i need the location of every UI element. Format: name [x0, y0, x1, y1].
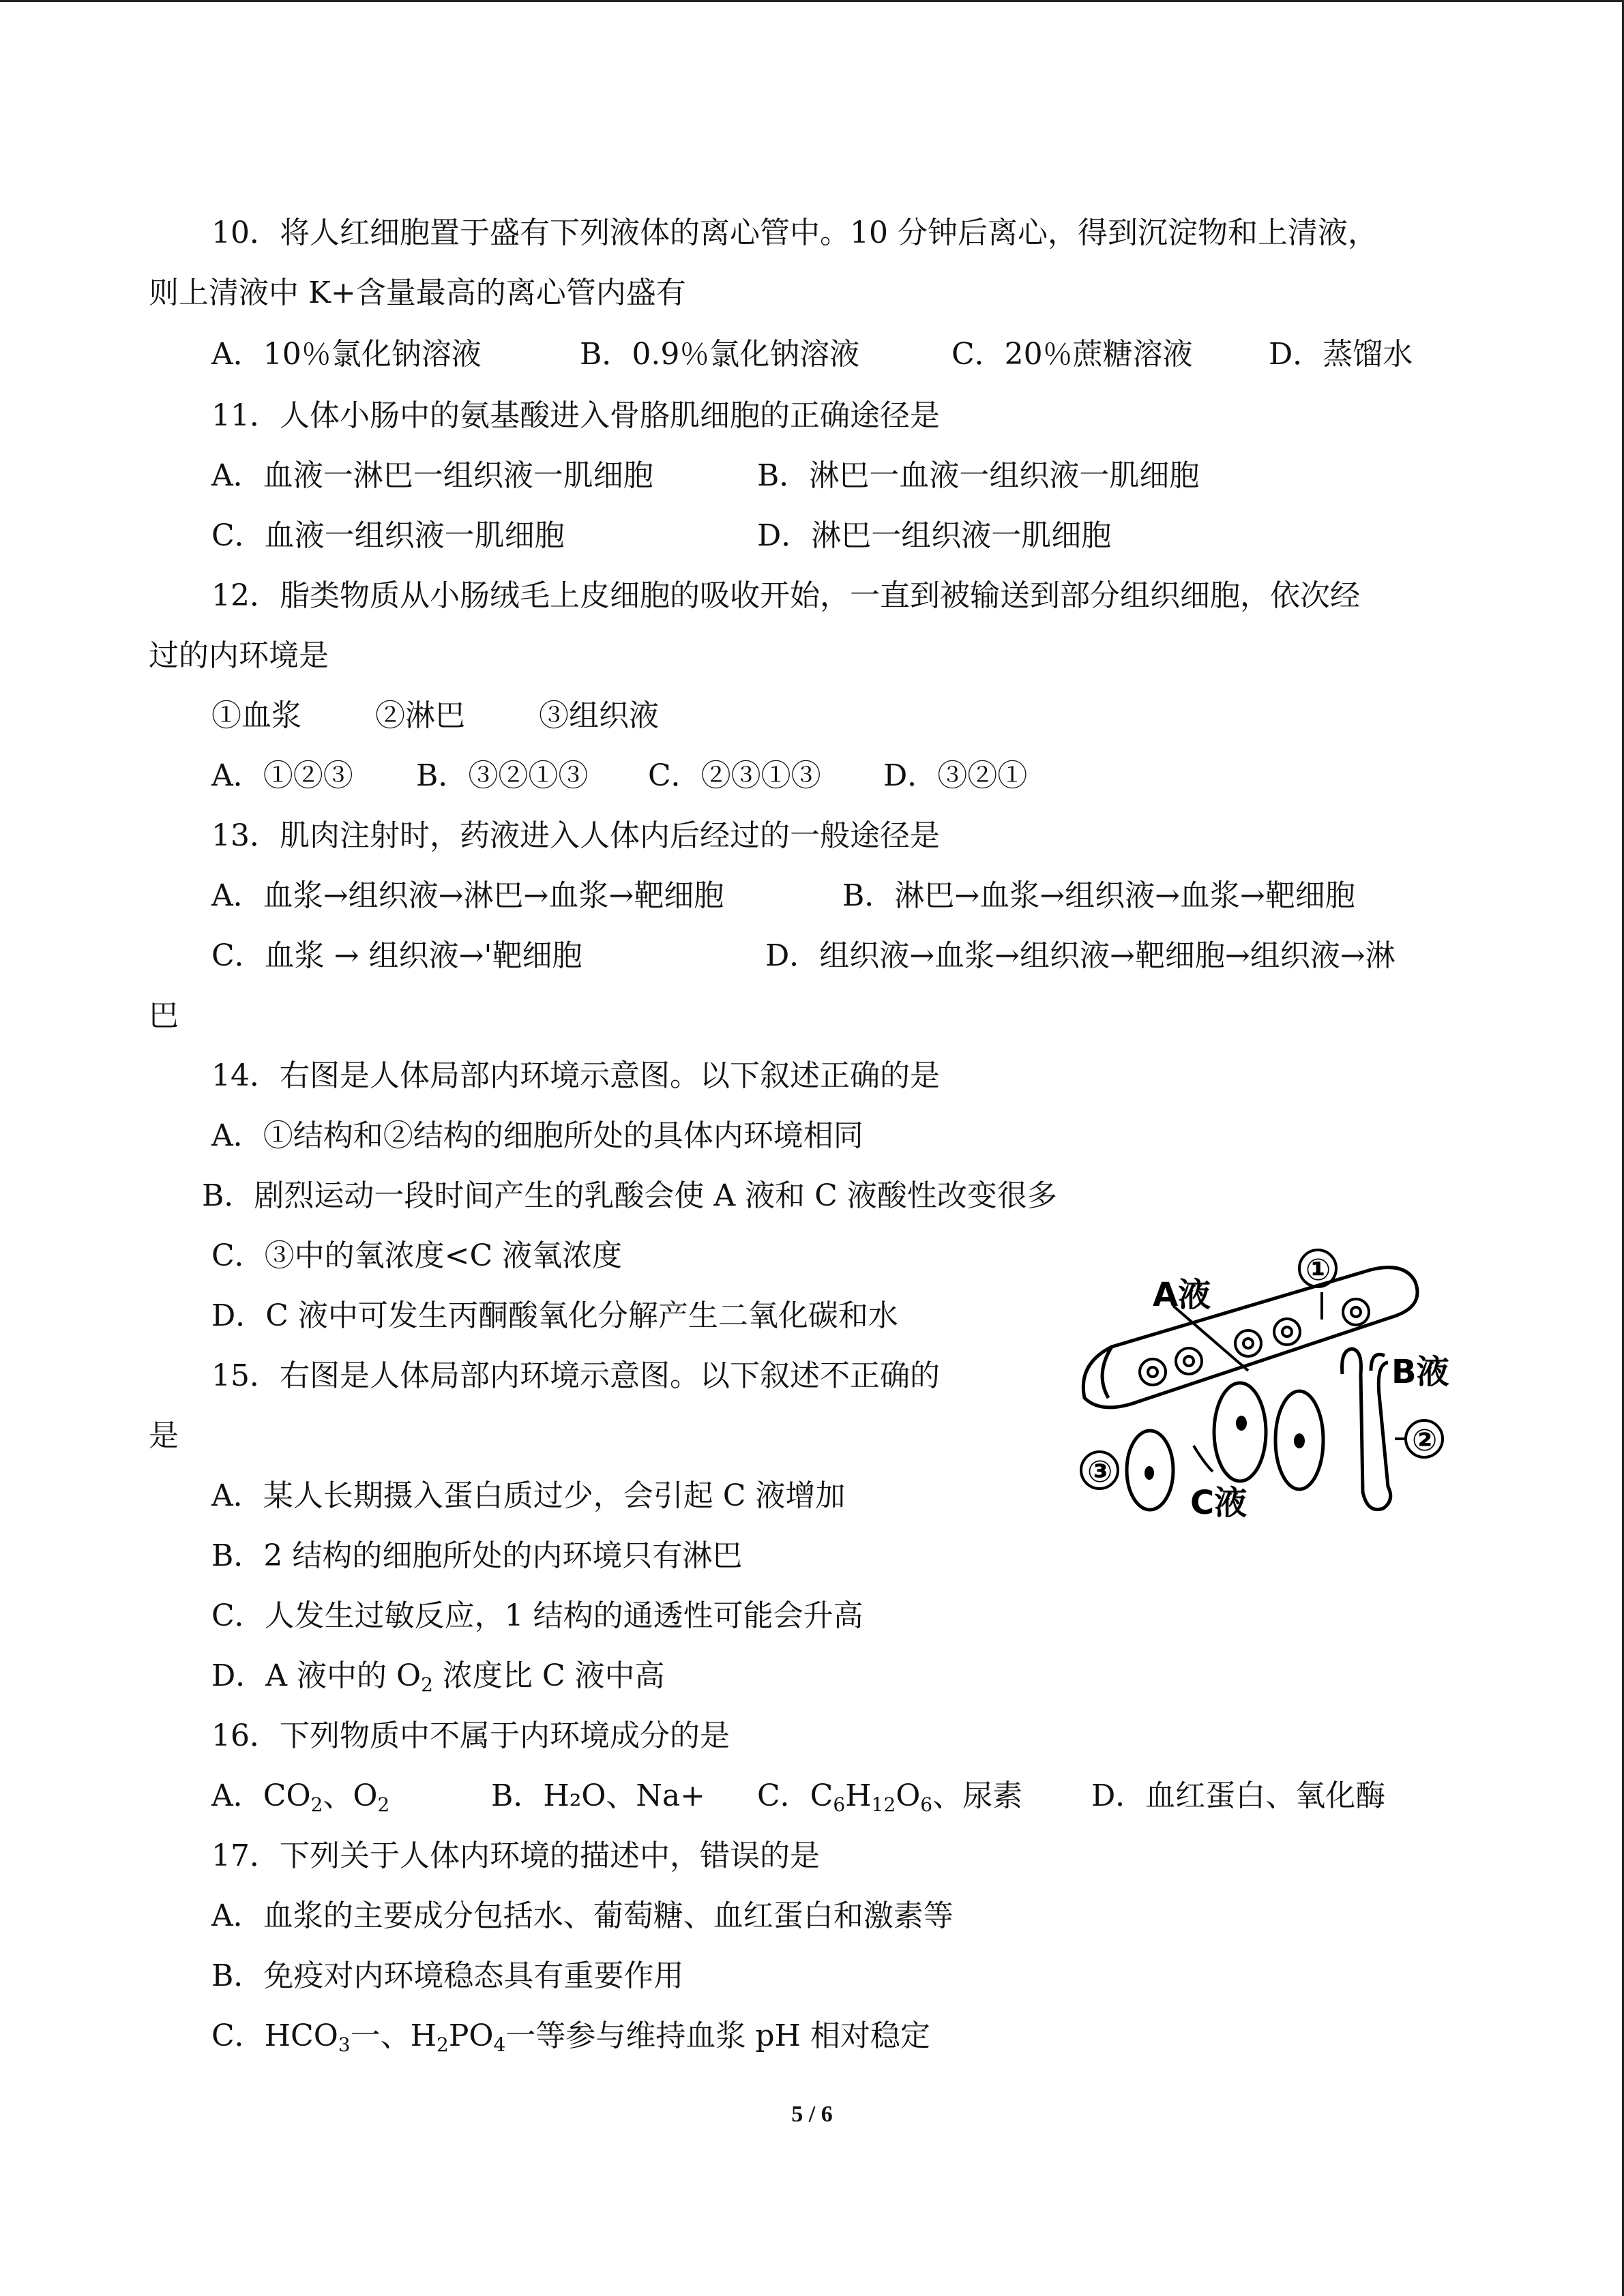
q12-option-d[interactable]: D．③②①: [883, 758, 1028, 793]
q17-option-a[interactable]: A．血浆的主要成分包括水、葡萄糖、血红蛋白和激素等: [211, 1898, 954, 1933]
q13-stem: 13．肌肉注射时，药液进入人体内后经过的一般途径是: [211, 818, 940, 853]
q17-option-b[interactable]: B．免疫对内环境稳态具有重要作用: [211, 1958, 684, 1993]
q12-item-2: ②淋巴: [375, 698, 465, 733]
page-number: 5 / 6: [791, 2102, 833, 2127]
q15-stem-line2: 是: [149, 1418, 179, 1453]
q15-option-a[interactable]: A．某人长期摄入蛋白质过少，会引起 C 液增加: [211, 1478, 846, 1513]
q10-option-d[interactable]: D．蒸馏水: [1269, 337, 1413, 372]
page-border-top: [0, 0, 1624, 2]
q14-option-d[interactable]: D．C 液中可发生丙酮酸氧化分解产生二氧化碳和水: [211, 1298, 898, 1333]
q13-option-c[interactable]: C．血浆 → 组织液→'靶细胞: [211, 938, 582, 973]
q14-option-c[interactable]: C．③中的氧浓度<C 液氧浓度: [211, 1238, 623, 1273]
q16-stem: 16．下列物质中不属于内环境成分的是: [211, 1718, 730, 1753]
q10-option-a[interactable]: A．10％氯化钠溶液: [211, 337, 482, 372]
q12-item-3: ③组织液: [539, 698, 659, 733]
label-structure-1: ①: [1305, 1253, 1331, 1287]
q17-option-c[interactable]: C．$HCO_3$一、$H_2PO_4$一等参与维持血浆 pH 相对稳定: [211, 2018, 930, 2056]
q11-stem: 11．人体小肠中的氨基酸进入骨胳肌细胞的正确途径是: [211, 398, 940, 433]
q12-option-b[interactable]: B．③②①③: [416, 758, 589, 793]
q13-option-d[interactable]: D．组织液→血浆→组织液→靶细胞→组织液→淋: [765, 938, 1396, 973]
q11-option-a[interactable]: A．血液一淋巴一组织液一肌细胞: [211, 458, 653, 493]
q11-option-c[interactable]: C．血液一组织液一肌细胞: [211, 518, 565, 553]
q14-stem: 14．右图是人体局部内环境示意图。以下叙述正确的是: [211, 1058, 940, 1093]
q12-stem-line1: 12．脂类物质从小肠绒毛上皮细胞的吸收开始，一直到被输送到部分组织细胞，依次经: [211, 578, 1360, 613]
q15-option-c[interactable]: C．人发生过敏反应，1 结构的通透性可能会升高: [211, 1598, 863, 1633]
internal-environment-diagram: [1050, 1227, 1487, 1541]
q12-item-1: ①血浆: [211, 698, 301, 733]
q13-option-b[interactable]: B．淋巴→血浆→组织液→血浆→靶细胞: [842, 878, 1355, 913]
q10-option-c[interactable]: C．20％蔗糖溶液: [951, 337, 1193, 372]
q15-option-d[interactable]: D．A 液中的 $O_2$ 浓度比 C 液中高: [211, 1658, 665, 1696]
q16-option-b[interactable]: B．H₂O、Na+: [491, 1778, 706, 1813]
q10-option-b[interactable]: B．0.9％氯化钠溶液: [580, 337, 860, 372]
q15-option-b[interactable]: B．2 结构的细胞所处的内环境只有淋巴: [211, 1538, 743, 1573]
label-c-fluid: C液: [1190, 1484, 1247, 1522]
q14-option-b[interactable]: B．剧烈运动一段时间产生的乳酸会使 A 液和 C 液酸性改变很多: [202, 1178, 1057, 1213]
q13-option-d-cont: 巴: [149, 998, 179, 1033]
q14-option-a[interactable]: A．①结构和②结构的细胞所处的具体内环境相同: [211, 1118, 863, 1153]
q10-stem-line1: 10．将人红细胞置于盛有下列液体的离心管中。10 分钟后离心，得到沉淀物和上清液，: [211, 215, 1378, 250]
q11-option-b[interactable]: B．淋巴一血液一组织液一肌细胞: [757, 458, 1200, 493]
q10-stem-line2: 则上清液中 K+含量最高的离心管内盛有: [149, 275, 686, 310]
q12-stem-line2: 过的内环境是: [149, 638, 329, 673]
q13-option-a[interactable]: A．血浆→组织液→淋巴→血浆→靶细胞: [211, 878, 724, 913]
label-structure-3: ③: [1087, 1455, 1113, 1489]
q15-stem-line1: 15．右图是人体局部内环境示意图。以下叙述不正确的: [211, 1358, 940, 1393]
q12-option-a[interactable]: A．①②③: [211, 758, 353, 793]
q12-option-c[interactable]: C．②③①③: [648, 758, 821, 793]
label-structure-2: ②: [1412, 1423, 1438, 1458]
label-b-fluid: B液: [1391, 1353, 1449, 1391]
lymphatic-vessel: [1342, 1349, 1391, 1510]
q11-option-d[interactable]: D．淋巴一组织液一肌细胞: [757, 518, 1112, 553]
q17-stem: 17．下列关于人体内环境的描述中，错误的是: [211, 1838, 820, 1873]
q16-option-a[interactable]: A．$CO_2$、$O_2$: [211, 1778, 390, 1816]
q16-option-c[interactable]: C．$C_6H_{12}O_6$、尿素: [757, 1778, 1023, 1816]
q16-option-d[interactable]: D．血红蛋白、氧化酶: [1091, 1778, 1386, 1813]
label-a-fluid: A液: [1153, 1276, 1211, 1314]
